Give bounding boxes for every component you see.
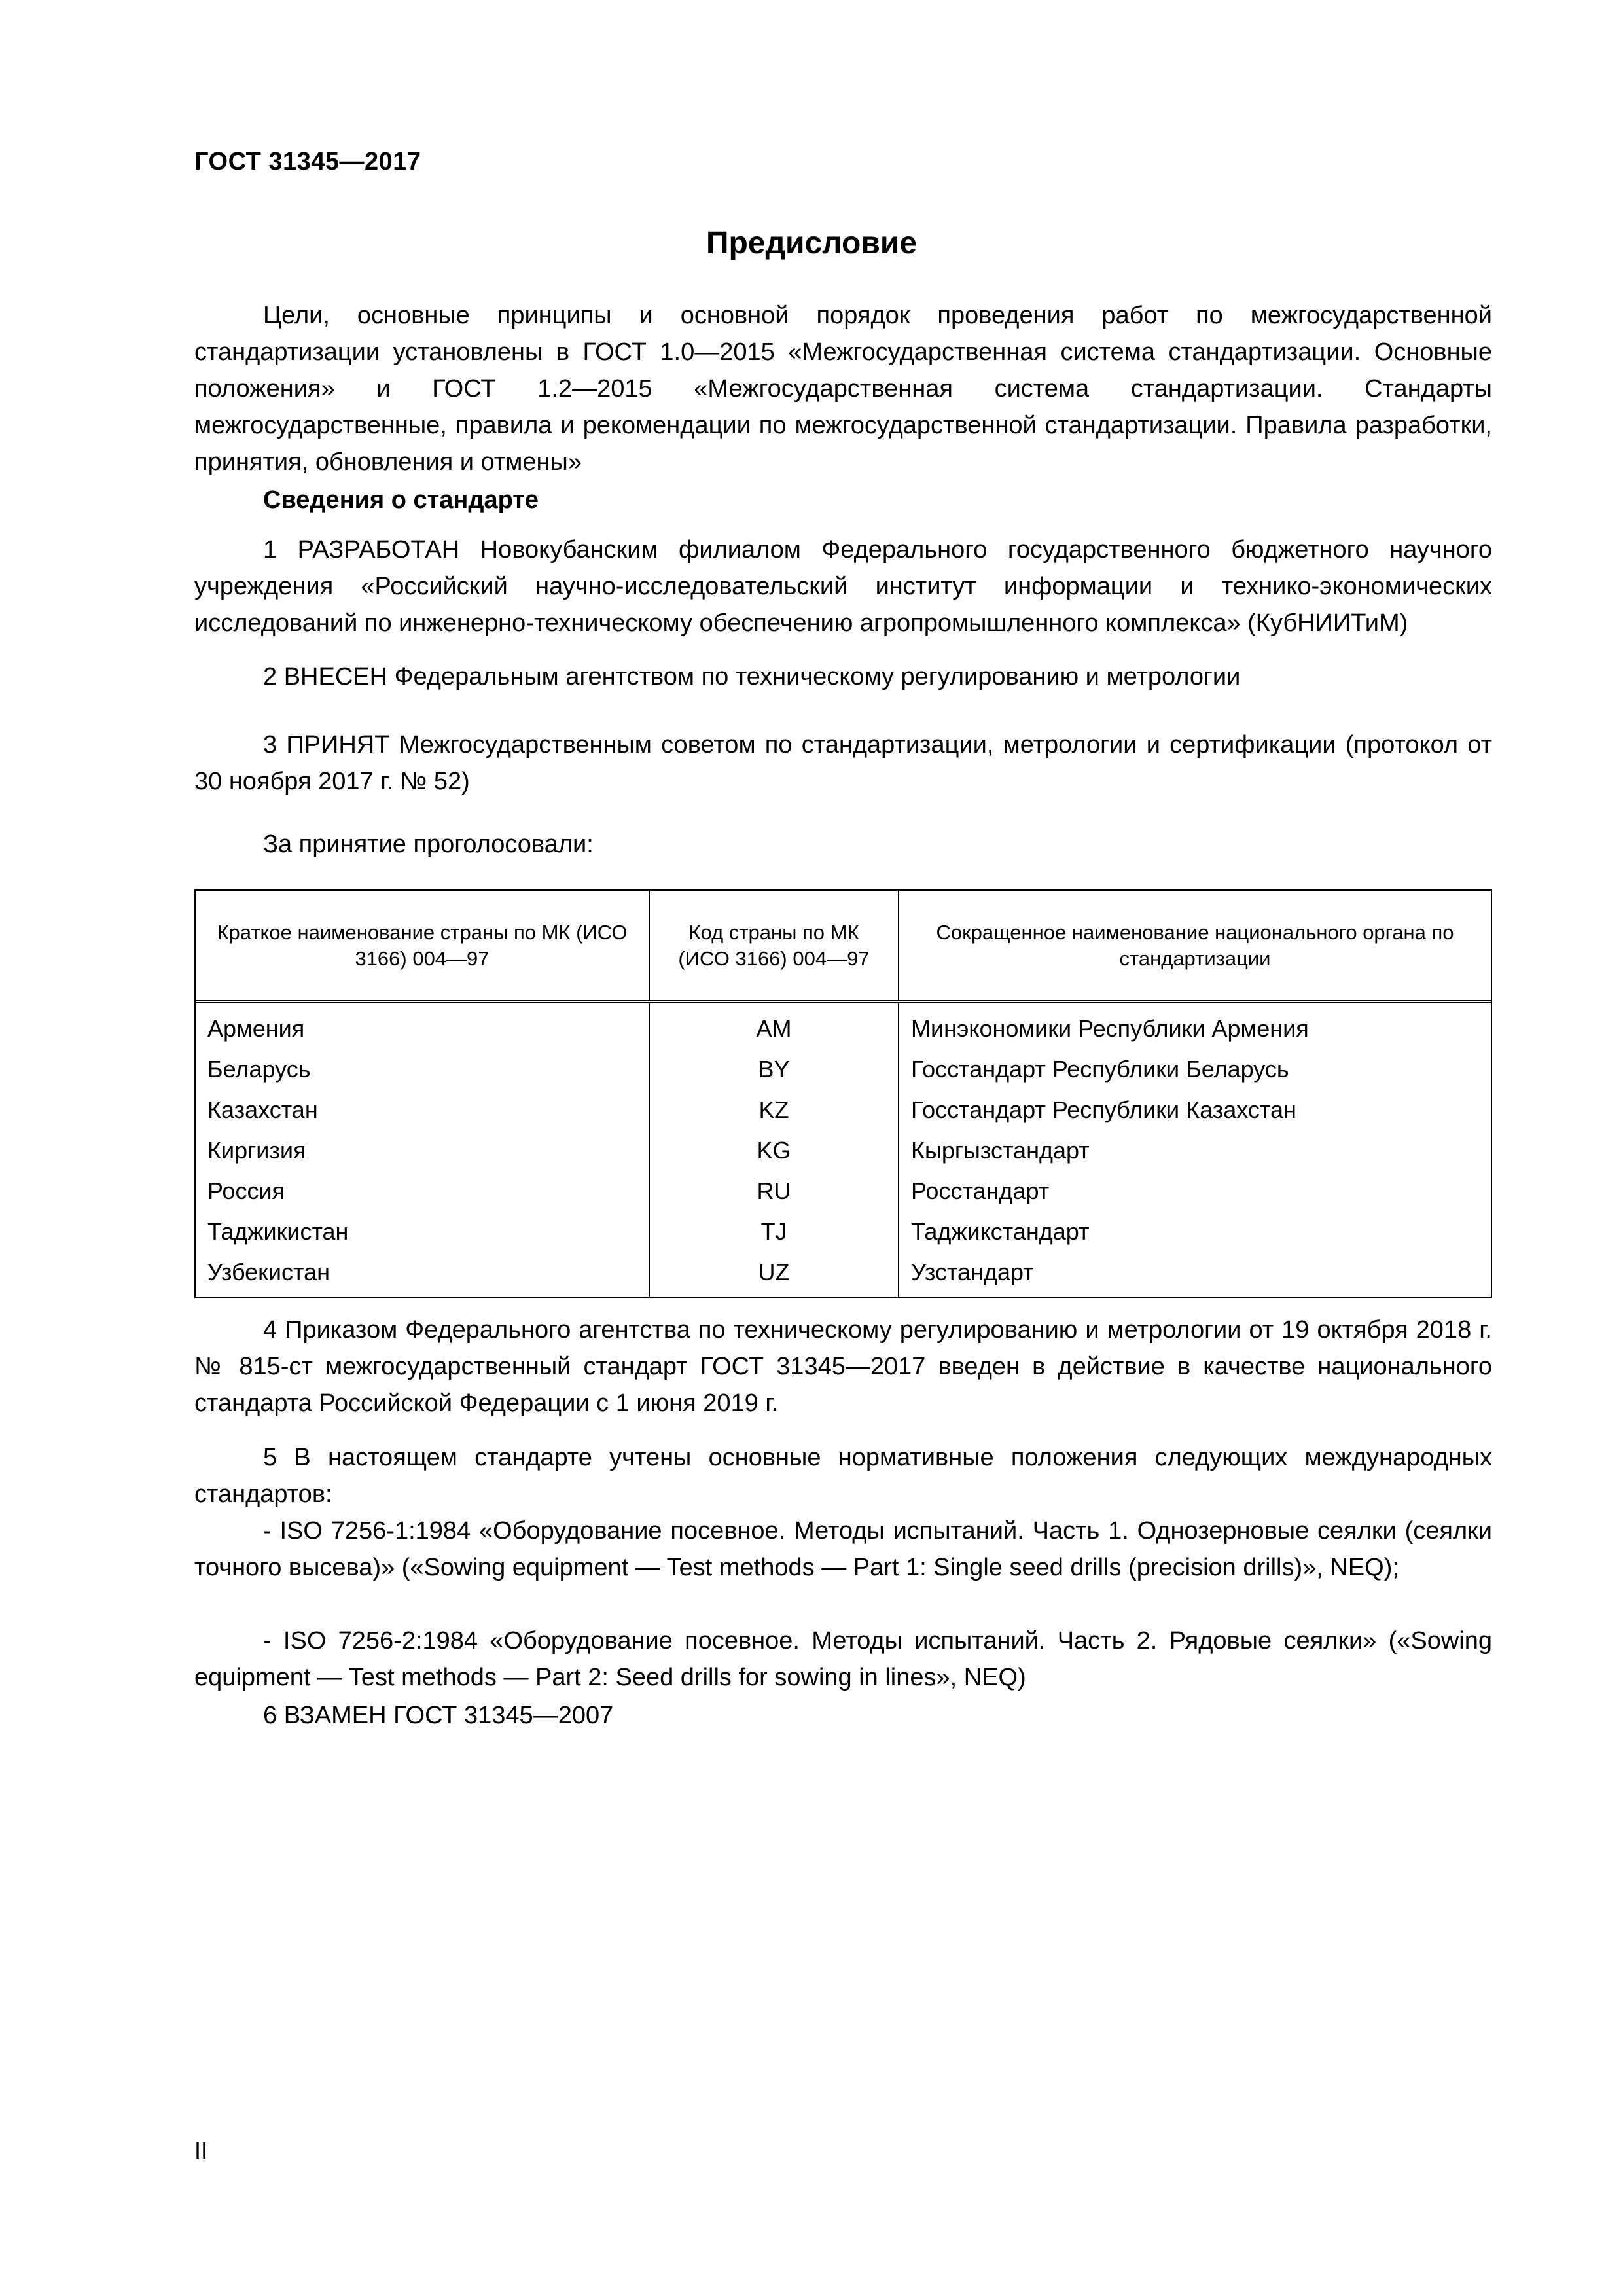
table-cell-country: Армения	[207, 1015, 305, 1042]
page-title: Предисловие	[705, 226, 918, 260]
voting-table	[194, 889, 1492, 1298]
item-5-paragraph: 5 В настоящем стандарте учтены основные нормативные положения следующих международных стандартов:	[194, 1444, 1492, 1508]
table-header-country: Краткое наименование страны по МК (ИСО 3166) 004—97	[196, 891, 650, 1000]
body-column	[899, 1003, 1491, 1297]
table-header-body: Сокращенное наименование национального органа по стандартизации	[936, 920, 1454, 970]
item-6-paragraph: 6 ВЗАМЕН ГОСТ 31345—2007	[263, 1702, 614, 1729]
table-cell-code: BY	[758, 1056, 790, 1083]
table-cell-code: AM	[756, 1015, 792, 1042]
item-2-paragraph: 2 ВНЕСЕН Федеральным агентством по техническому регулированию и метрологии	[263, 663, 1241, 691]
table-cell-body: Росстандарт	[911, 1177, 1050, 1204]
table-cell-country: Казахстан	[207, 1096, 318, 1123]
table-cell-body: Кыргызстандарт	[911, 1137, 1090, 1164]
item-1-paragraph: 1 РАЗРАБОТАН Новокубанским филиалом Федерального государственного бюджетного научного учреждения «Российский научно-исследовательский институт информации и технико-экономических исследований по инженерно-техническому обеспечению агропромышленного комплекса» (КубНИИТиМ)	[194, 536, 1492, 637]
table-cell-body: Узстандарт	[911, 1259, 1034, 1285]
table-cell-body: Госстандарт Республики Беларусь	[911, 1056, 1289, 1083]
table-cell-body: Минэкономики Республики Армения	[911, 1015, 1309, 1042]
item-5-standard-1: - ISO 7256-1:1984 «Оборудование посевное. Методы испытаний. Часть 1. Однозерновые сеялки (сеялки точного высева)» («Sowing equipment — Test methods — Part 1: Single seed drills (precision drills)», NEQ);	[194, 1517, 1492, 1581]
votes-label: За принятие проголосовали:	[263, 831, 594, 858]
item-5-standard-2: - ISO 7256-2:1984 «Оборудование посевное. Методы испытаний. Часть 2. Рядовые сеялки» («Sowing equipment — Test methods — Part 2: Seed drills for sowing in lines», NEQ)	[194, 1627, 1492, 1691]
table-body	[196, 1003, 1491, 1297]
page-number: II	[194, 2137, 208, 2164]
code-column	[650, 1003, 899, 1297]
table-cell-country: Узбекистан	[207, 1259, 330, 1285]
table-cell-code: KZ	[758, 1096, 789, 1123]
intro-paragraph: Цели, основные принципы и основной порядок проведения работ по межгосударственной стандартизации установлены в ГОСТ 1.0—2015 «Межгосударственная система стандартизации. Основные положения» и ГОСТ 1.2—2015 «Межгосударственная система стандартизации. Стандарты межгосударственные, правила и рекомендации по межгосударственной стандартизации. Правила разработки, принятия, обновления и отмены»	[194, 302, 1492, 476]
table-cell-code: TJ	[760, 1218, 787, 1245]
info-heading: Сведения о стандарте	[263, 486, 539, 514]
table-cell-body: Таджикстандарт	[911, 1218, 1090, 1245]
item-3-paragraph: 3 ПРИНЯТ Межгосударственным советом по стандартизации, метрологии и сертификации (протокол от 30 ноября 2017 г. № 52)	[194, 731, 1492, 795]
document-id-header: ГОСТ 31345—2017	[194, 148, 421, 175]
item-4-paragraph: 4 Приказом Федерального агентства по техническому регулированию и метрологии от 19 октября 2018 г. № 815-ст межгосударственный стандарт ГОСТ 31345—2017 введен в действие в качестве национального стандарта Российской Федерации с 1 июня 2019 г.	[194, 1316, 1492, 1417]
table-cell-code: UZ	[758, 1259, 790, 1285]
table-cell-country: Таджикистан	[207, 1218, 349, 1245]
table-cell-body: Госстандарт Республики Казахстан	[911, 1096, 1296, 1123]
table-cell-country: Киргизия	[207, 1137, 306, 1164]
table-header-code: Код страны по МК (ИСО 3166) 004—97	[650, 891, 899, 1000]
table-header-row	[196, 891, 1491, 1003]
country-column	[196, 1003, 650, 1297]
table-cell-code: RU	[757, 1177, 791, 1204]
table-cell-code: KG	[757, 1137, 791, 1164]
table-cell-country: Россия	[207, 1177, 285, 1204]
table-cell-country: Беларусь	[207, 1056, 311, 1083]
